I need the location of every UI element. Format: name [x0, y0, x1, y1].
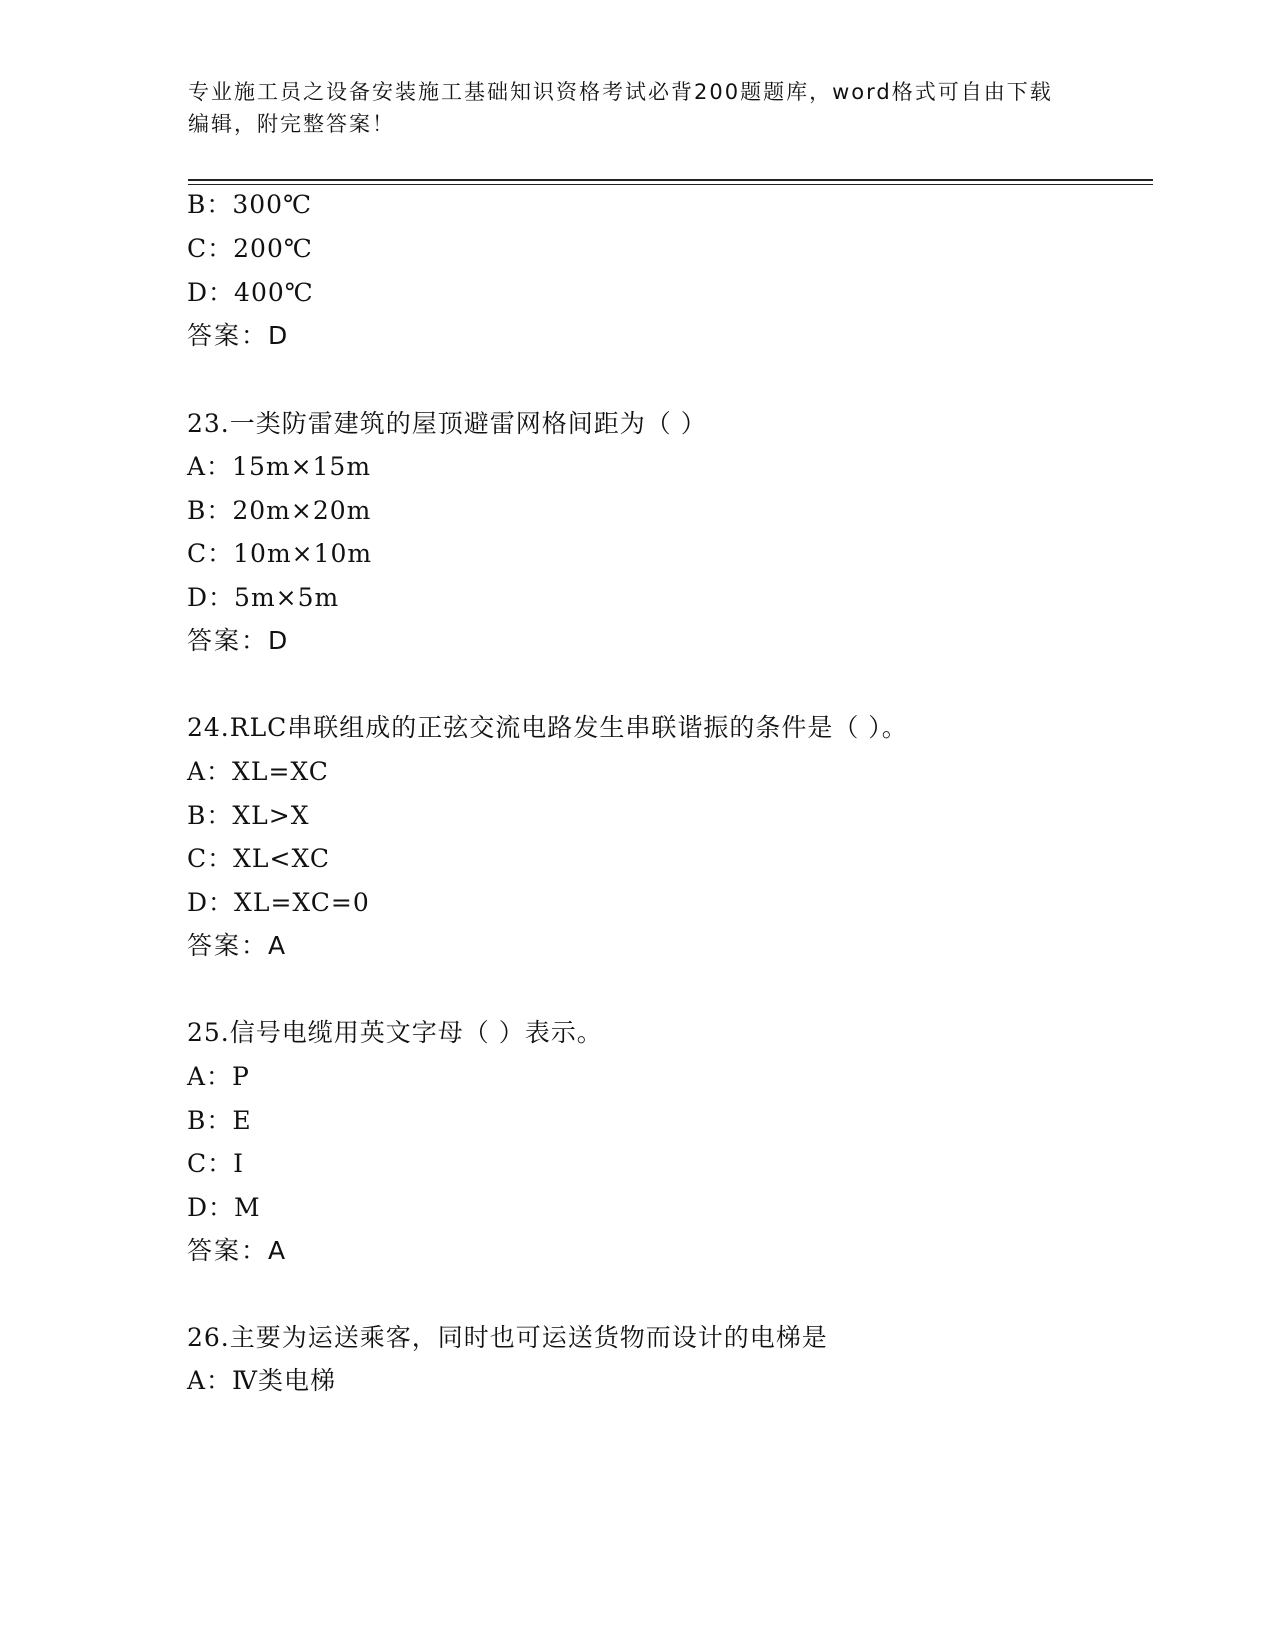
question-26-stem: 26.主要为运送乘客，同时也可运送货物而设计的电梯是: [187, 1323, 828, 1352]
q25-option-a: A：P: [187, 1062, 250, 1091]
q25-option-c: C：I: [187, 1149, 245, 1178]
q25-answer: 答案：A: [187, 1236, 288, 1265]
option-d: D：400℃: [187, 278, 314, 307]
q24-option-a: A：XL=XC: [187, 757, 329, 786]
q24-option-c: C：XL<XC: [187, 844, 330, 873]
question-23-stem: 23.一类防雷建筑的屋顶避雷网格间距为（ ）: [187, 409, 707, 438]
question-25-stem: 25.信号电缆用英文字母（ ）表示。: [187, 1018, 603, 1047]
option-b: B：300℃: [187, 190, 313, 219]
document-header: 专业施工员之设备安装施工基础知识资格考试必背200题题库，word格式可自由下载编辑，附完整答案！: [188, 80, 1053, 136]
q25-option-b: B：E: [187, 1106, 252, 1135]
q26-option-a: A：Ⅳ类电梯: [187, 1366, 337, 1395]
q23-option-d: D：5m×5m: [187, 583, 340, 612]
q25-option-d: D：M: [187, 1193, 261, 1222]
header-divider: [188, 179, 1153, 181]
q23-option-c: C：10m×10m: [187, 539, 373, 568]
option-c: C：200℃: [187, 234, 313, 263]
q24-option-d: D：XL=XC=0: [187, 888, 370, 917]
q23-option-a: A：15m×15m: [187, 452, 372, 481]
q23-option-b: B：20m×20m: [187, 496, 372, 525]
q24-answer: 答案：A: [187, 931, 288, 960]
q24-option-b: B：XL>X: [187, 801, 310, 830]
q23-answer: 答案：D: [187, 626, 290, 655]
answer-line: 答案：D: [187, 321, 290, 350]
question-24-stem: 24.RLC串联组成的正弦交流电路发生串联谐振的条件是（ ）。: [187, 713, 908, 742]
header-divider-thin: [188, 184, 1153, 185]
